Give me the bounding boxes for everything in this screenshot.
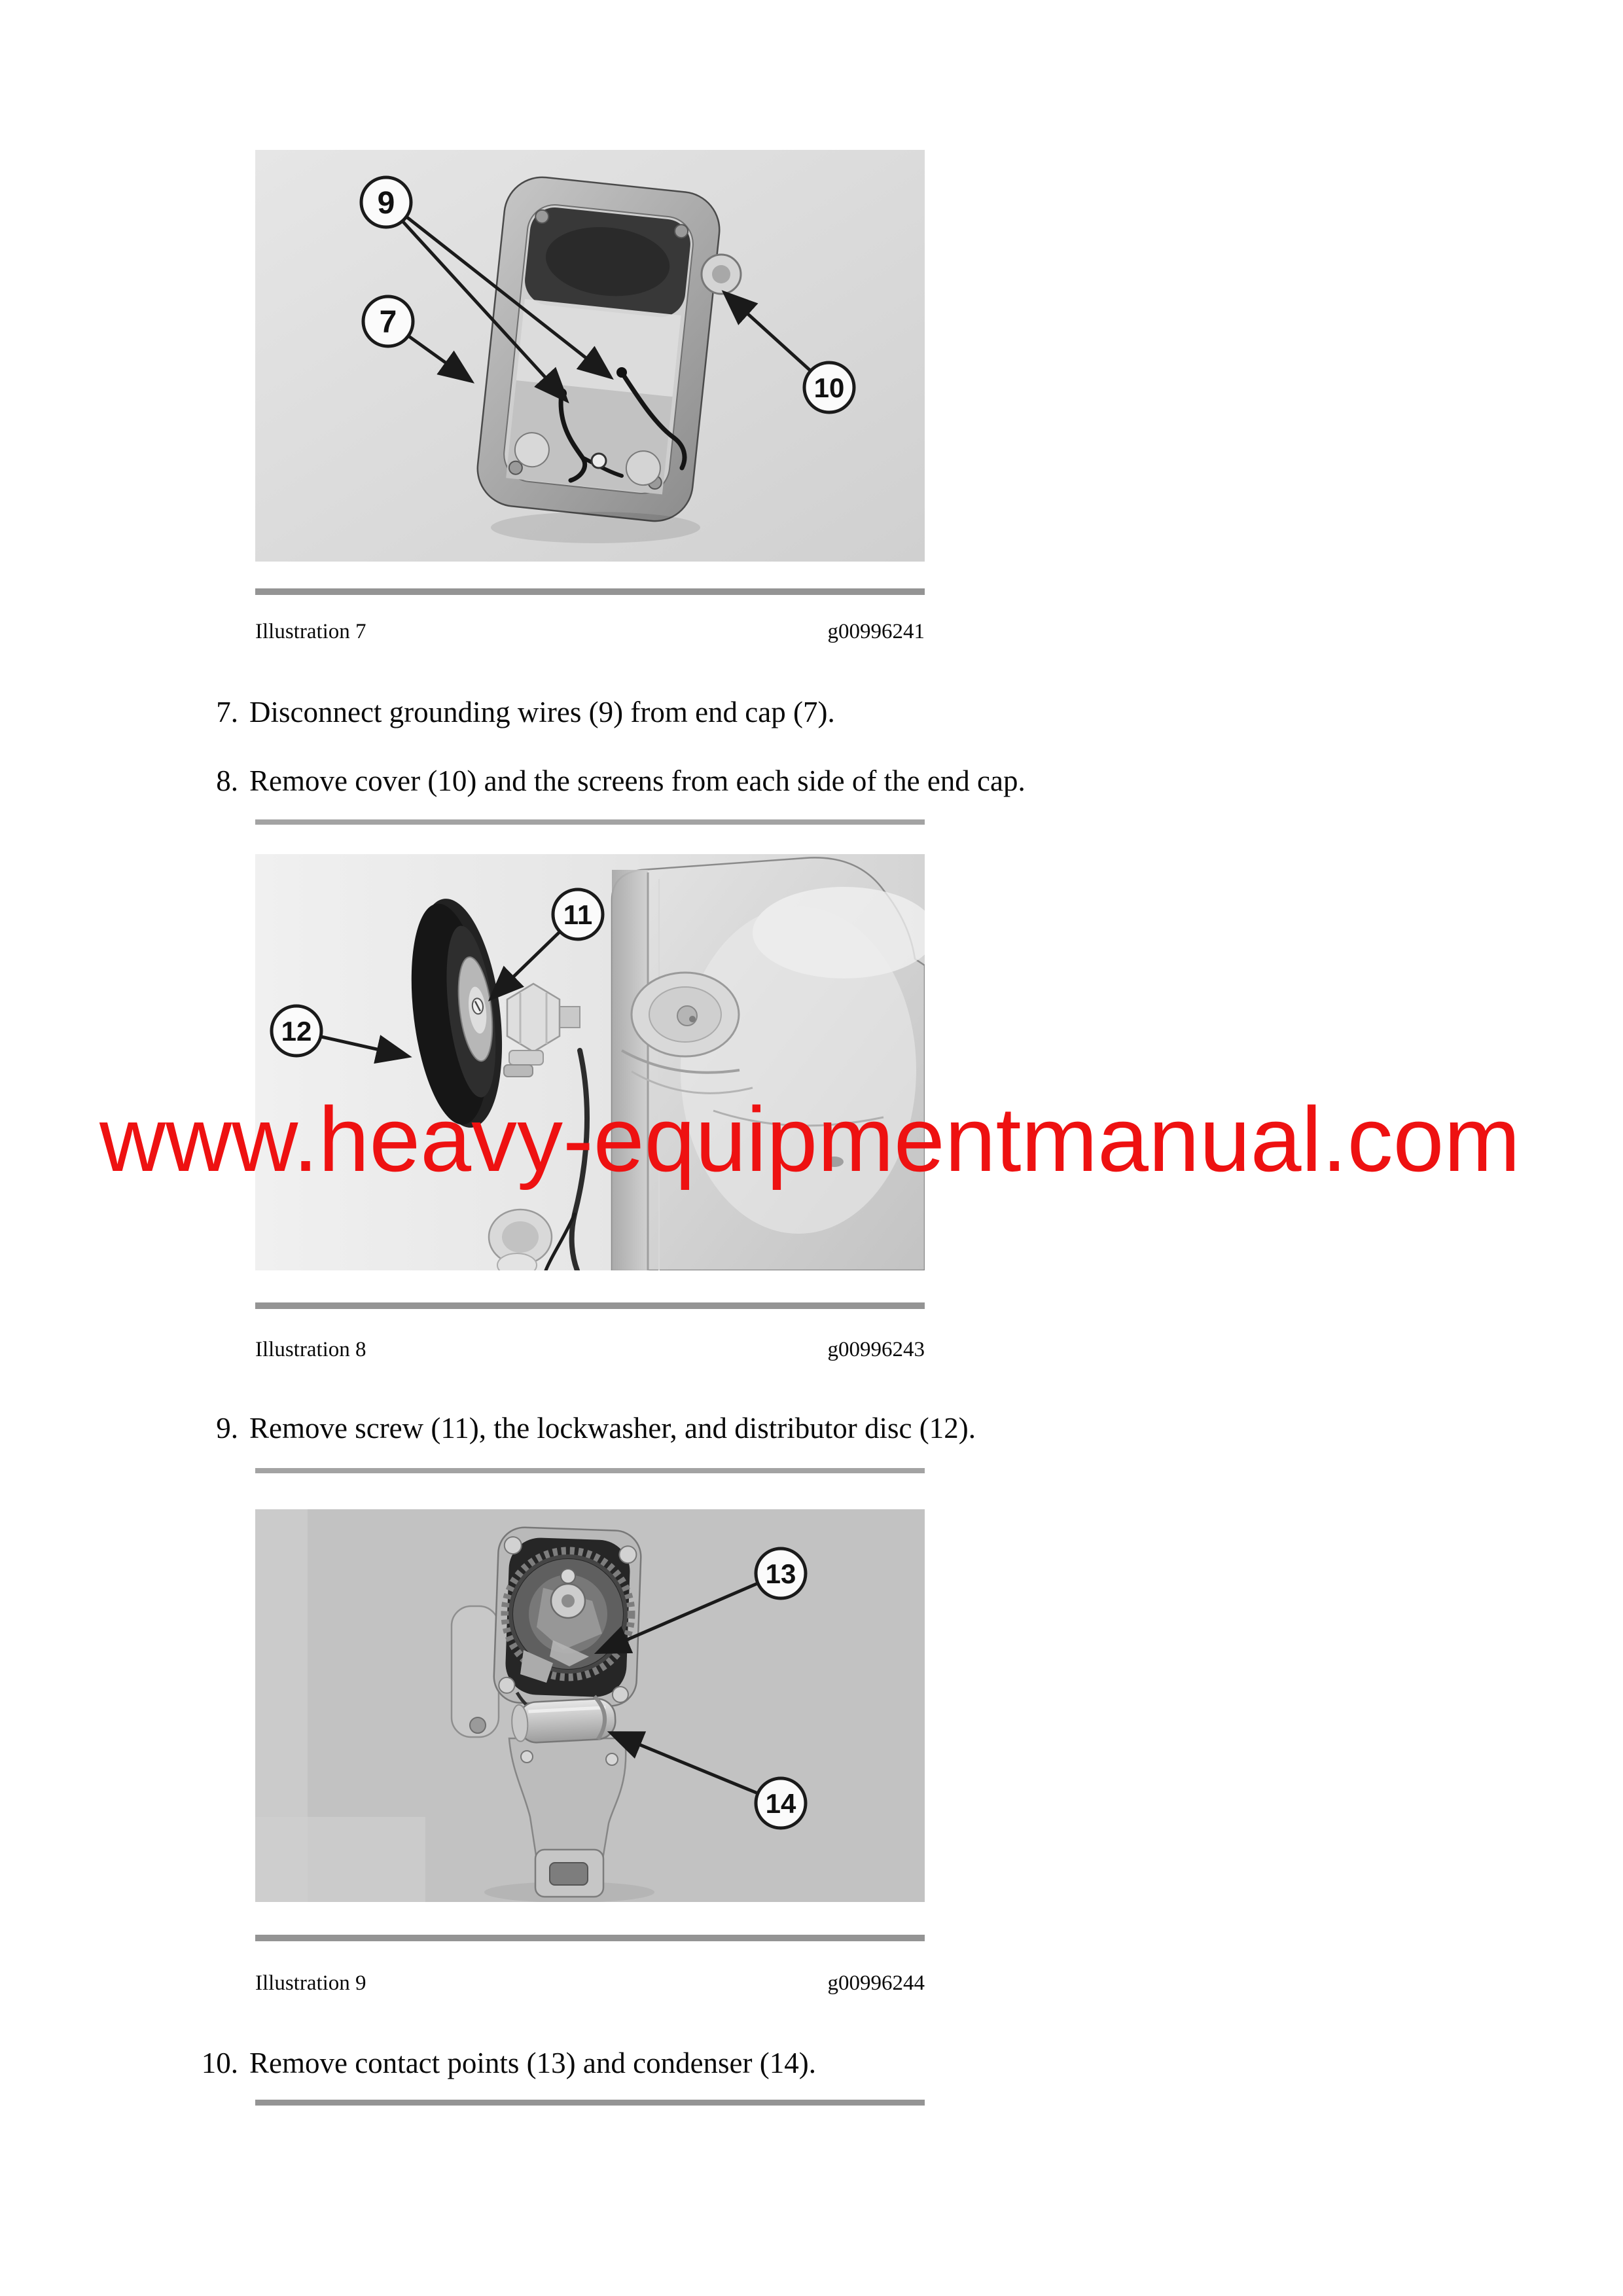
figure-2-caption (255, 1336, 925, 1363)
distributor-body-photo-art (255, 1509, 925, 1902)
figure-1-bottom-bar (255, 588, 925, 595)
illustration-code: g00996244 (827, 1971, 925, 1995)
step-text: Disconnect grounding wires (9) from end cap (7). (249, 696, 835, 728)
cover-boss-center (712, 265, 730, 283)
illustration-label: Illustration 7 (255, 620, 366, 643)
illustration-code: g00996241 (827, 620, 925, 643)
step-8 (190, 764, 1026, 798)
callout-11 (553, 889, 603, 939)
distributor-disc-photo-art (255, 854, 925, 1270)
illustration-7-photo (255, 150, 925, 562)
step-text: Remove contact points (13) and condenser (14). (249, 2047, 816, 2079)
svg-text:14: 14 (765, 1788, 796, 1819)
figure-2-bottom-bar (255, 1302, 925, 1309)
photo-bg-light-patch (255, 1817, 425, 1902)
svg-text:11: 11 (563, 899, 593, 930)
step-number: 8. (216, 764, 238, 797)
figure-3-top-rule (255, 1468, 925, 1473)
magneto-housing (612, 857, 925, 1270)
figure-3-caption (255, 1970, 925, 1996)
illustration-9-photo (255, 1509, 925, 1902)
callout-13 (756, 1549, 806, 1598)
callout-14 (756, 1778, 806, 1828)
housing-shadow (491, 512, 700, 543)
page-bottom-rule (255, 2100, 925, 2106)
step-10 (190, 2046, 816, 2080)
step-7 (190, 695, 835, 729)
ground-screw (592, 454, 606, 468)
step-text: Remove screw (11), the lockwasher, and distributor disc (12). (249, 1412, 976, 1444)
step-text: Remove cover (10) and the screens from each side of the end cap. (249, 764, 1026, 797)
callout-10 (804, 363, 854, 412)
end-cap-housing (474, 173, 723, 525)
svg-text:13: 13 (765, 1558, 796, 1589)
svg-text:9: 9 (377, 186, 395, 221)
svg-text:7: 7 (379, 305, 397, 340)
illustration-8-photo (255, 854, 925, 1270)
watermark-text: www.heavy-equipmentmanual.com (99, 1088, 1521, 1191)
callout-9 (361, 177, 411, 227)
end-cap-photo-art (255, 150, 925, 562)
step-number: 9. (216, 1412, 238, 1444)
figure-2-top-rule (255, 819, 925, 825)
illustration-label: Illustration 8 (255, 1338, 366, 1361)
callout-12 (272, 1006, 321, 1056)
svg-text:10: 10 (813, 372, 845, 403)
step-number: 10. (201, 2047, 238, 2079)
illustration-label: Illustration 9 (255, 1971, 366, 1995)
step-9 (190, 1411, 976, 1445)
callout-7 (363, 296, 413, 346)
figure-3-bottom-bar (255, 1935, 925, 1941)
wire-terminal (616, 367, 627, 378)
illustration-code: g00996243 (827, 1338, 925, 1361)
step-number: 7. (216, 696, 238, 728)
figure-1-caption (255, 619, 925, 645)
svg-text:12: 12 (281, 1016, 312, 1047)
